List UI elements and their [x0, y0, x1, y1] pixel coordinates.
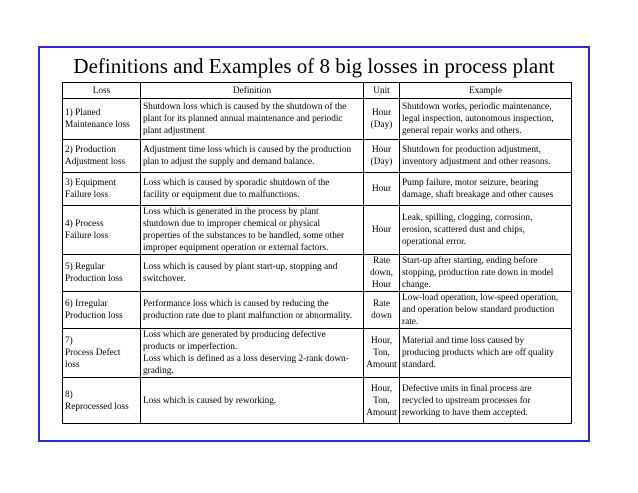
cell-line: Leak, spilling, clogging, corrosion, — [402, 213, 533, 223]
cell-line: Process Defect — [65, 348, 121, 358]
cell-line: Rate — [372, 256, 391, 266]
cell-line: 8) — [65, 389, 73, 400]
column-header-loss: Loss — [63, 83, 141, 99]
column-header-unit: Unit — [364, 83, 400, 99]
cell-line: Failure loss — [65, 190, 109, 200]
table-row — [63, 378, 572, 424]
cell-line: change. — [402, 280, 431, 290]
cell-line: operational error. — [402, 237, 467, 247]
cell-line: Hour — [371, 108, 392, 118]
cell-line: plant adjustment — [143, 126, 205, 136]
cell-line: 4) Process — [65, 219, 104, 229]
definition-cell — [141, 206, 364, 255]
unit-cell — [364, 378, 400, 424]
cell-line: loss — [65, 360, 80, 370]
cell-line: Hour — [371, 280, 392, 290]
unit-cell — [364, 255, 400, 292]
cell-line: Defective units in final process are — [402, 383, 532, 394]
cell-line: plan to adjust the supply and demand balance. — [143, 157, 315, 167]
cell-line: Loss which is generated in the process by plant — [143, 207, 319, 217]
example-cell — [400, 206, 572, 255]
cell-line: general repair works and others. — [402, 126, 522, 136]
cell-line: Maintenance loss — [65, 120, 130, 130]
cell-line: Ton, — [373, 395, 390, 406]
table-row — [63, 206, 572, 255]
cell-line: Low-load operation, low-speed operation, — [402, 293, 559, 303]
definition-cell — [141, 173, 364, 206]
definition-cell — [141, 329, 364, 378]
cell-line: Loss which is caused by reworking. — [143, 395, 277, 406]
cell-line: Start-up after starting, ending before — [402, 256, 538, 266]
cell-line: Shutdown works, periodic maintenance, — [402, 102, 552, 112]
definition-cell — [141, 255, 364, 292]
cell-line: facility or equipment due to malfunctions. — [143, 190, 300, 200]
cell-line: Rate — [372, 299, 391, 309]
loss-cell — [63, 99, 141, 140]
unit-cell — [364, 140, 400, 173]
loss-cell — [63, 140, 141, 173]
cell-line: reworking to have them accepted. — [402, 407, 528, 418]
cell-line: improper equipment operation or external factors. — [143, 243, 329, 253]
cell-line: production rate due to plant malfunction or abnormality. — [143, 311, 353, 321]
cell-line: down — [371, 311, 392, 321]
cell-line: rate. — [402, 317, 419, 327]
cell-line: erosion, scattered dust and chips, — [402, 225, 525, 235]
cell-line: legal inspection, autonomous inspection, — [402, 114, 554, 124]
cell-line: 5) Regular — [65, 262, 105, 272]
cell-line: Shutdown for production adjustment, — [402, 145, 541, 155]
cell-line: Pump failure, motor seizure, bearing — [402, 178, 539, 188]
example-cell — [400, 378, 572, 424]
cell-line: (Day) — [370, 120, 393, 130]
cell-line: Hour, — [370, 383, 393, 394]
cell-line: Production loss — [65, 311, 123, 321]
cell-line: standard. — [402, 360, 436, 370]
cell-line: Material and time loss caused by — [402, 336, 525, 346]
loss-cell — [63, 173, 141, 206]
cell-line: down, — [370, 268, 393, 278]
example-cell — [400, 173, 572, 206]
table-header-row — [63, 83, 572, 99]
cell-line: Hour — [371, 184, 392, 194]
unit-cell — [364, 206, 400, 255]
page-title: Definitions and Examples of 8 big losses in process plant — [73, 54, 555, 78]
cell-line: Hour — [371, 225, 392, 235]
example-cell — [400, 255, 572, 292]
cell-line: plant for its planned annual maintenance and periodic — [143, 114, 343, 124]
cell-line: 3) Equipment — [65, 178, 116, 188]
cell-line: 2) Production — [65, 145, 116, 155]
cell-line: switchover. — [143, 274, 186, 284]
table-row — [63, 329, 572, 378]
example-cell — [400, 292, 572, 329]
unit-cell — [364, 99, 400, 140]
slide-frame — [38, 46, 590, 442]
cell-line: stopping, production rate down in model — [402, 268, 554, 278]
cell-line: Production loss — [65, 274, 123, 284]
definition-cell — [141, 292, 364, 329]
definition-cell — [141, 99, 364, 140]
cell-line: Hour — [371, 145, 392, 155]
cell-line: Ton, — [373, 348, 390, 358]
cell-line: damage, shaft breakage and other causes — [402, 190, 554, 200]
example-cell — [400, 329, 572, 378]
cell-line: Amount — [366, 407, 397, 418]
cell-line: (Day) — [370, 157, 393, 167]
column-header-example: Example — [400, 83, 572, 99]
example-cell — [400, 99, 572, 140]
cell-line: Loss which is defined as a loss deserving 2-rank down- — [143, 354, 349, 364]
losses-table — [62, 82, 572, 424]
definition-cell — [141, 140, 364, 173]
cell-line: and operation below standard production — [402, 305, 555, 315]
unit-cell — [364, 173, 400, 206]
column-header-definition: Definition — [141, 83, 364, 99]
unit-cell — [364, 329, 400, 378]
loss-cell — [63, 206, 141, 255]
loss-cell — [63, 255, 141, 292]
example-cell — [400, 140, 572, 173]
table-row — [63, 99, 572, 140]
cell-line: Loss which is caused by plant start-up, stopping and — [143, 262, 338, 272]
cell-line: products or imperfection. — [143, 342, 238, 352]
cell-line: Reprocessed loss — [65, 401, 129, 412]
definition-cell — [141, 378, 364, 424]
cell-line: 6) Irregular — [65, 299, 108, 309]
cell-line: inventory adjustment and other reasons. — [402, 157, 551, 167]
cell-line: Loss which are generated by producing defective — [143, 330, 326, 340]
cell-line: 7) — [65, 336, 73, 346]
table-row — [63, 140, 572, 173]
cell-line: 1) Planed — [65, 108, 101, 118]
cell-line: Amount — [366, 360, 397, 370]
loss-cell — [63, 329, 141, 378]
cell-line: Failure loss — [65, 231, 109, 241]
cell-line: Hour, — [370, 336, 393, 346]
table-row — [63, 255, 572, 292]
cell-line: Performance loss which is caused by reducing the — [143, 299, 329, 309]
unit-cell — [364, 292, 400, 329]
cell-line: producing products which are off quality — [402, 348, 554, 358]
table-row — [63, 173, 572, 206]
loss-cell — [63, 378, 141, 424]
cell-line: grading. — [143, 366, 174, 376]
table-row — [63, 292, 572, 329]
cell-line: Adjustment loss — [65, 157, 126, 167]
cell-line: Shutdown loss which is caused by the shutdown of the — [143, 102, 347, 112]
cell-line: properties of the substances to be handled, some other — [143, 231, 345, 241]
cell-line: recycled to upstream processes for — [402, 395, 531, 406]
cell-line: shutdown due to improper chemical or physical — [143, 219, 321, 229]
cell-line: Loss which is caused by sporadic shutdown of the — [143, 178, 330, 188]
loss-cell — [63, 292, 141, 329]
cell-line: Adjustment time loss which is caused by the production — [143, 145, 352, 155]
